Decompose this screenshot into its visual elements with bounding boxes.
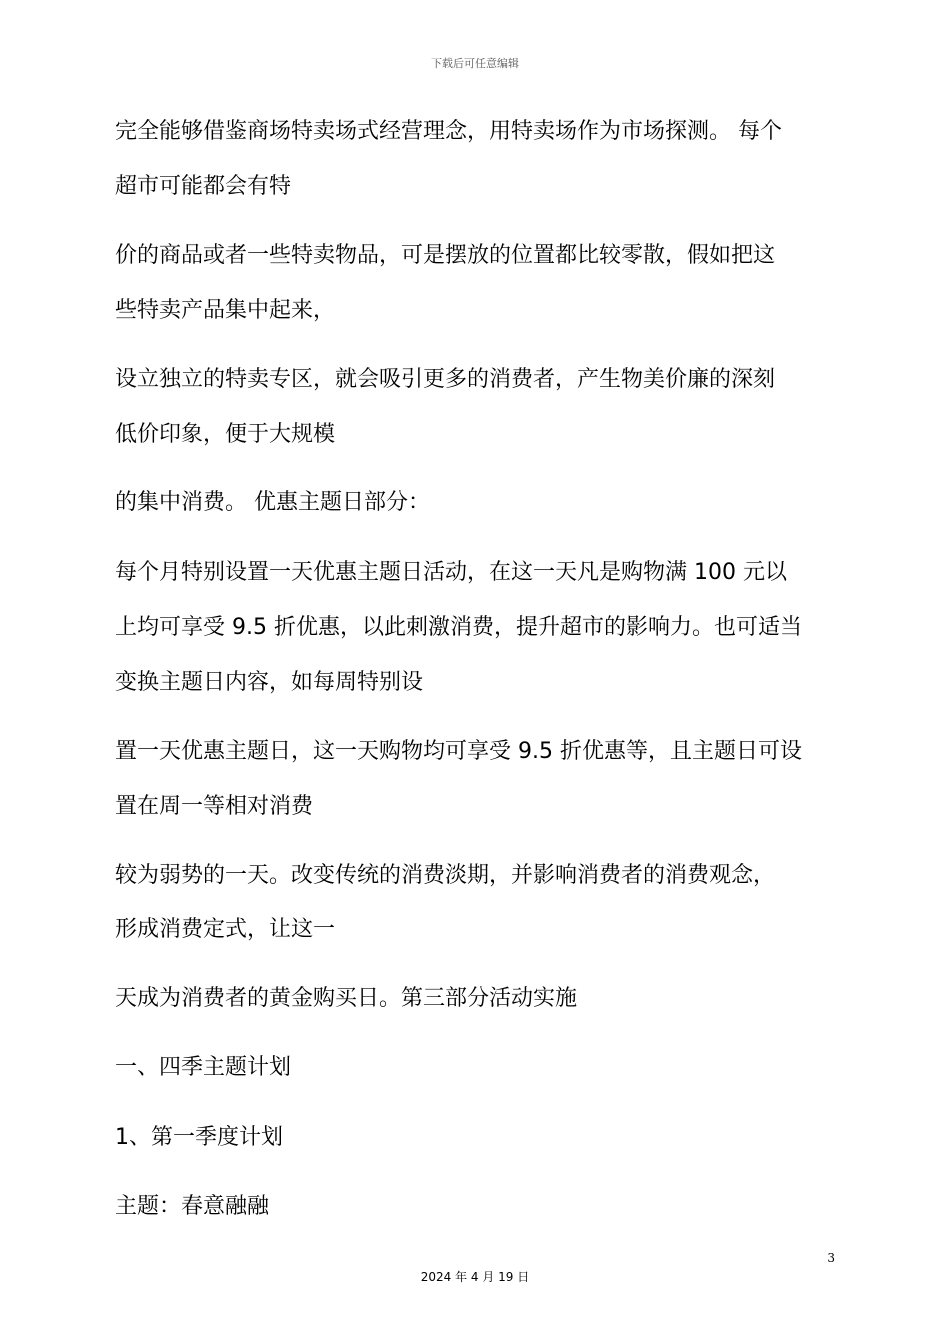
body-text-line: 设立独立的特卖专区，就会吸引更多的消费者，产生物美价廉的深刻: [115, 367, 776, 392]
section-heading: 一、四季主题计划: [115, 1055, 292, 1080]
body-text-line: 上均可享受 9.5 折优惠，以此刺激消费，提升超市的影响力。也可适当: [115, 615, 802, 640]
body-text-line: 置一天优惠主题日，这一天购物均可享受 9.5 折优惠等，且主题日可设: [115, 739, 802, 764]
subsection-heading: 1、第一季度计划: [115, 1125, 283, 1150]
page-number: 3: [827, 1251, 835, 1265]
body-text-line: 超市可能都会有特: [115, 174, 292, 199]
body-text-line: 完全能够借鉴商场特卖场式经营理念，用特卖场作为市场探测。 每个: [115, 119, 782, 144]
body-text-line: 的集中消费。 优惠主题日部分：: [115, 490, 430, 515]
body-text-line: 价的商品或者一些特卖物品，可是摆放的位置都比较零散，假如把这: [115, 243, 776, 268]
body-text-line: 变换主题日内容，如每周特别设: [115, 670, 424, 695]
body-text-line: 每个月特别设置一天优惠主题日活动，在这一天凡是购物满 100 元以: [115, 560, 787, 585]
page-header: 下载后可任意编辑: [431, 57, 519, 70]
theme-line: 主题：春意融融: [115, 1194, 270, 1219]
body-text-line: 较为弱势的一天。改变传统的消费淡期，并影响消费者的消费观念，: [115, 863, 776, 888]
body-text-line: 置在周一等相对消费: [115, 794, 314, 819]
body-text-line: 些特卖产品集中起来，: [115, 298, 336, 323]
body-text-line: 天成为消费者的黄金购买日。第三部分活动实施: [115, 986, 578, 1011]
body-text-line: 形成消费定式，让这一: [115, 917, 336, 942]
footer-date: 2024 年 4 月 19 日: [420, 1270, 530, 1284]
body-text-line: 低价印象，便于大规模: [115, 422, 336, 447]
